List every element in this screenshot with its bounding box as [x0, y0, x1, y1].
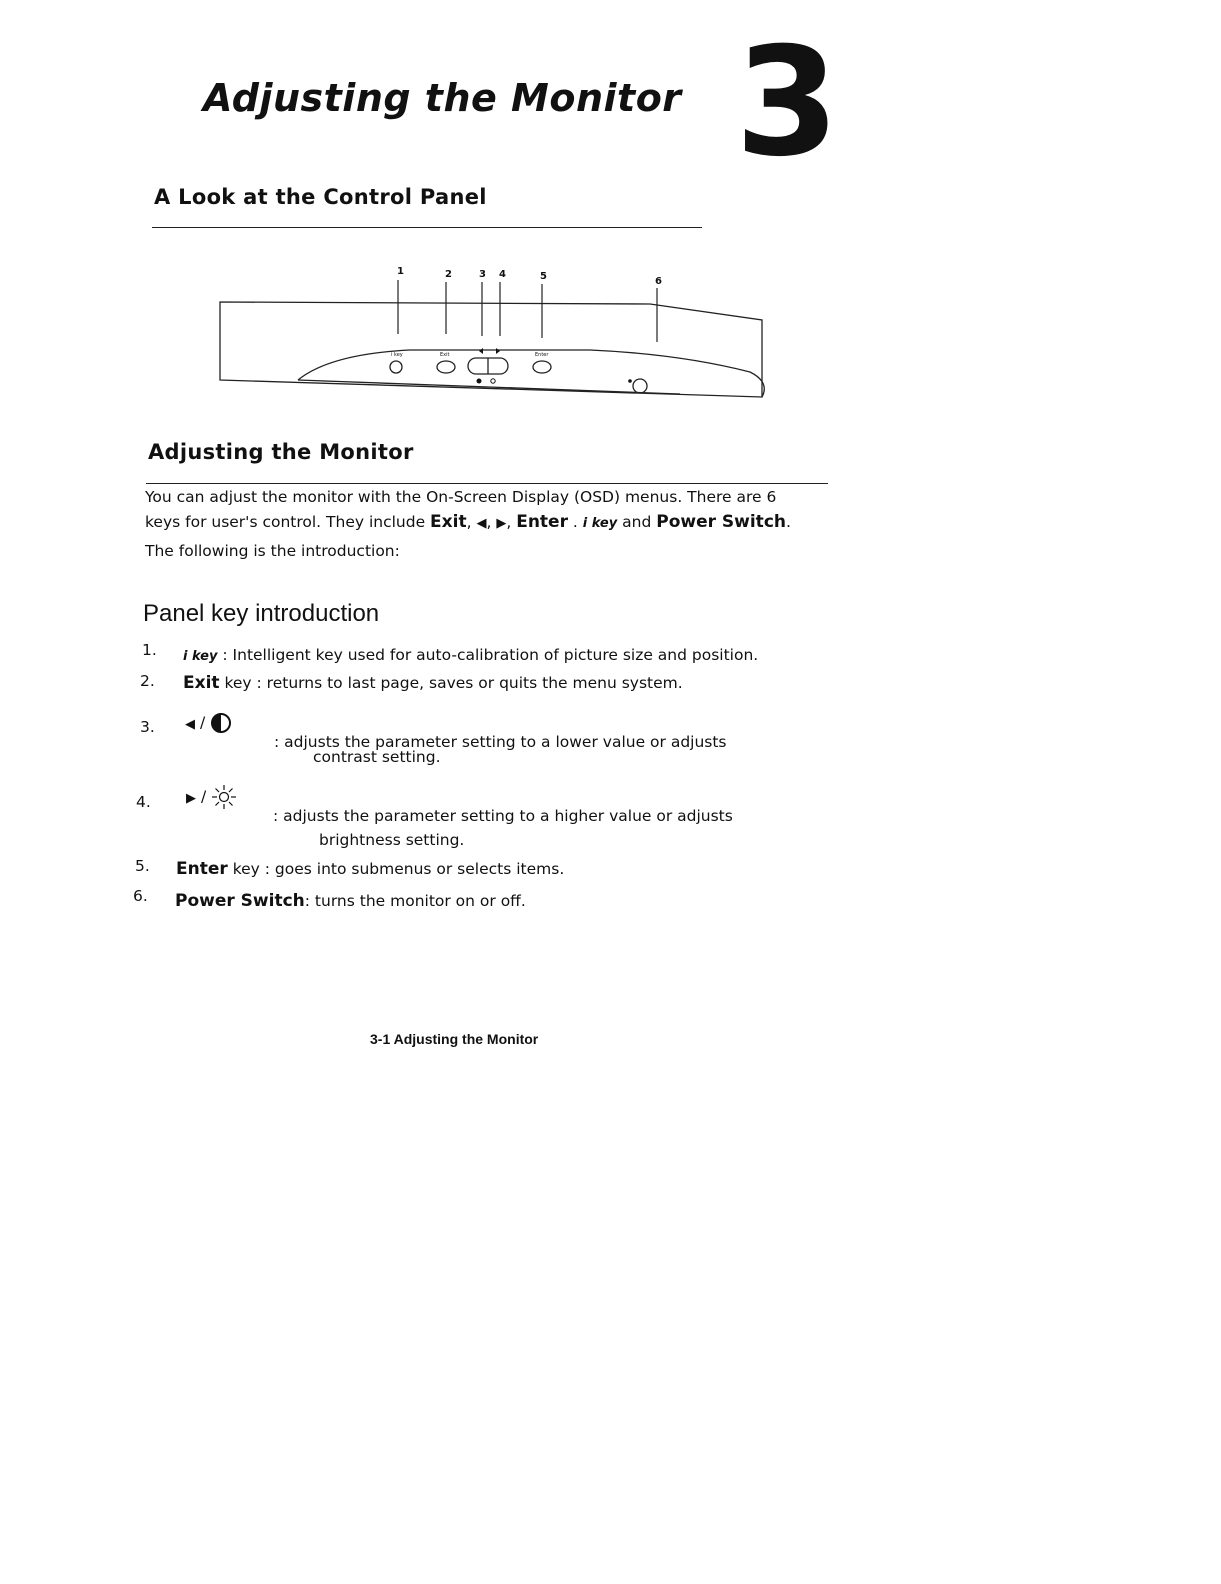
right-arrow-icon: ▶ — [496, 516, 507, 531]
svg-text:i key: i key — [391, 352, 403, 358]
section-title-control-panel: A Look at the Control Panel — [154, 185, 487, 209]
list-number: 1. — [142, 641, 157, 659]
brightness-icon — [211, 784, 237, 810]
list-item-text: contrast setting. — [313, 748, 441, 766]
enter-key-label: Enter — [176, 859, 228, 879]
list-item-text: : adjusts the parameter setting to a lower value or adjusts — [274, 733, 727, 751]
list-number: 2. — [140, 672, 155, 690]
left-arrow-icon: ◀ — [476, 516, 487, 531]
list-item: Power Switch: turns the monitor on or off. — [175, 891, 526, 911]
list-item: Exit key : returns to last page, saves or quits the menu system. — [183, 673, 683, 693]
power-switch-label: Power Switch — [656, 512, 786, 532]
page-footer: 3-1 Adjusting the Monitor — [370, 1031, 539, 1047]
intro-paragraph-line: keys for user's control. They include Exit, ◀, ▶, Enter . i key and Power Switch. — [145, 512, 791, 532]
list-item: ▶ / — [186, 784, 237, 810]
i-key-icon: i key — [183, 649, 218, 664]
callout-4: 4 — [499, 269, 506, 280]
callout-1: 1 — [397, 266, 404, 277]
exit-key-label: Exit — [430, 512, 467, 532]
chapter-number: 3 — [735, 16, 836, 190]
chapter-title: Adjusting the Monitor — [203, 76, 682, 120]
exit-key-label: Exit — [183, 673, 220, 693]
svg-text:Enter: Enter — [535, 352, 549, 358]
left-arrow-icon: ◀ — [185, 716, 195, 732]
intro-paragraph-line: You can adjust the monitor with the On-Screen Display (OSD) menus. There are 6 — [145, 488, 777, 506]
intro-paragraph-line: The following is the introduction: — [145, 542, 400, 560]
section-rule — [146, 483, 828, 484]
list-number: 4. — [136, 793, 151, 811]
control-panel-diagram — [210, 260, 770, 410]
list-number: 3. — [140, 718, 155, 736]
list-item: ◀ / — [185, 712, 232, 735]
list-item: Enter key : goes into submenus or selects items. — [176, 859, 565, 879]
contrast-icon — [210, 712, 232, 734]
callout-2: 2 — [445, 269, 452, 280]
callout-5: 5 — [540, 271, 547, 282]
svg-text:Exit: Exit — [440, 352, 450, 358]
callout-6: 6 — [655, 276, 662, 287]
list-item-text: brightness setting. — [319, 831, 465, 849]
list-number: 5. — [135, 857, 150, 875]
callout-3: 3 — [479, 269, 486, 280]
list-number: 6. — [133, 887, 148, 905]
panel-key-heading: Panel key introduction — [143, 600, 380, 627]
enter-key-label: Enter — [516, 512, 568, 532]
i-key-icon: i key — [582, 516, 618, 531]
section-rule — [152, 227, 702, 228]
power-switch-label: Power Switch — [175, 891, 305, 911]
section-title-adjusting: Adjusting the Monitor — [148, 440, 414, 464]
list-item-text: : adjusts the parameter setting to a higher value or adjusts — [273, 807, 733, 825]
right-arrow-icon: ▶ — [186, 790, 196, 806]
list-item: i key : Intelligent key used for auto-calibration of picture size and position. — [183, 646, 759, 664]
